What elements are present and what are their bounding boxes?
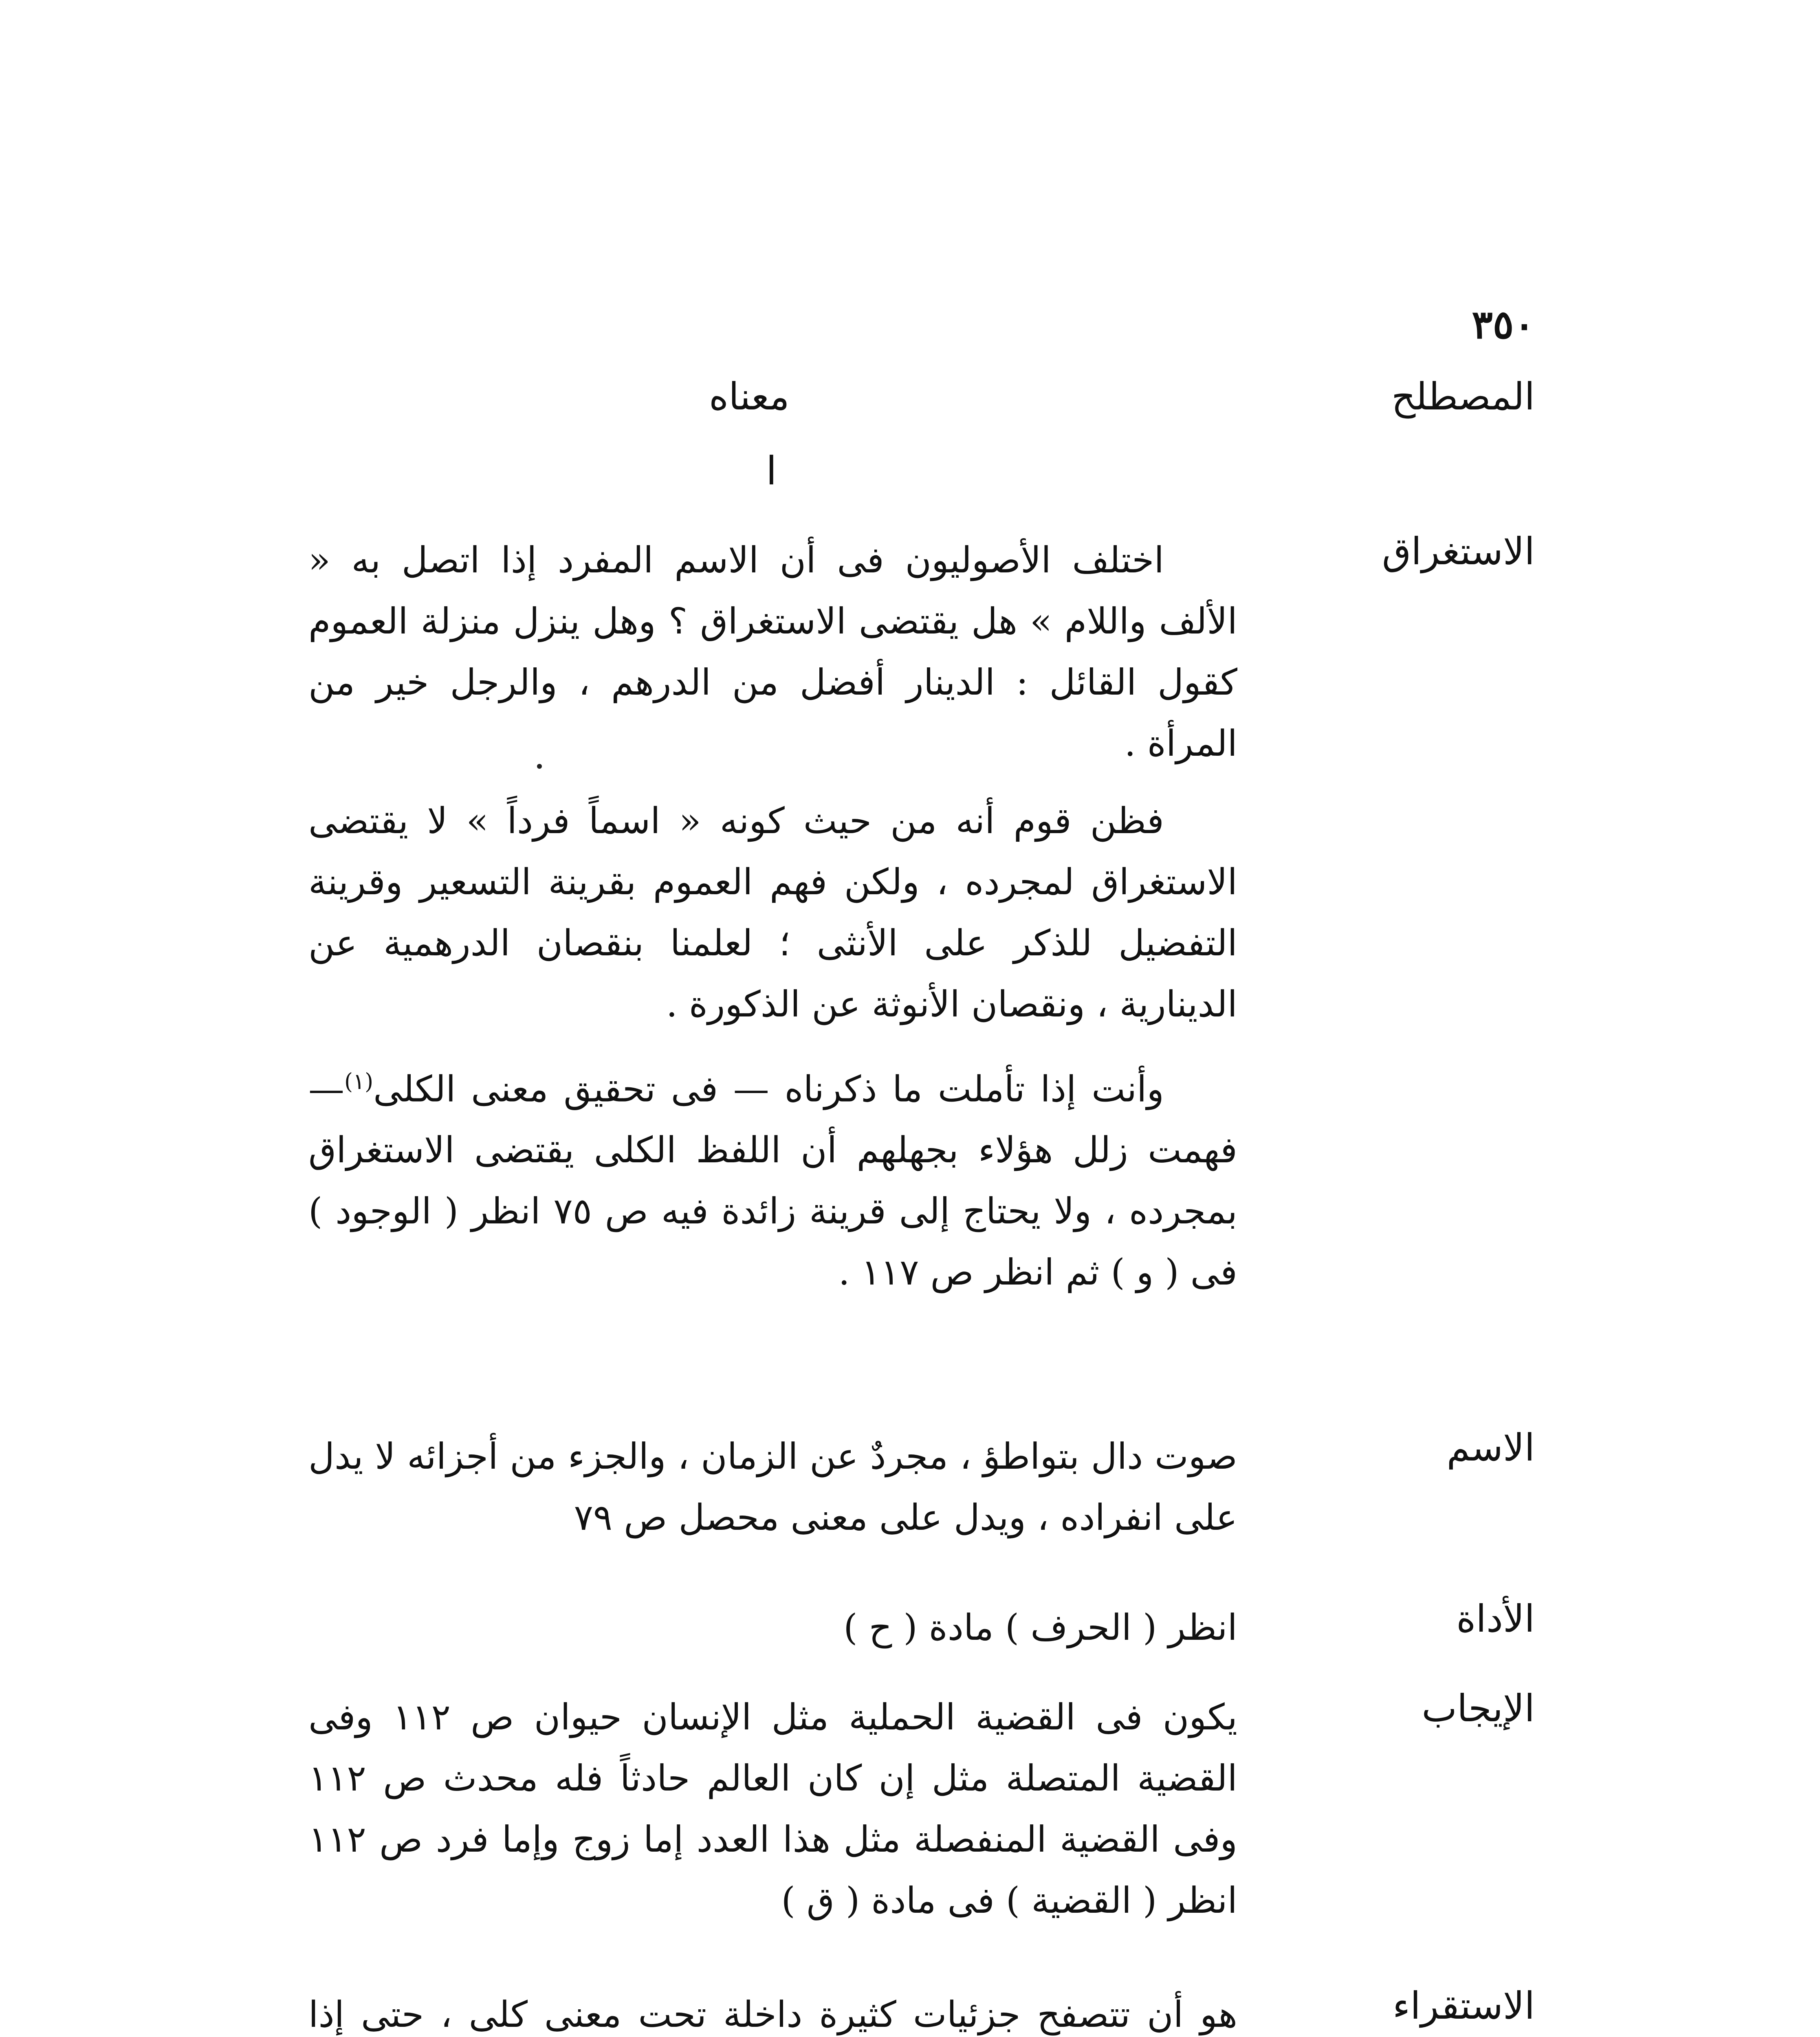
column-header-term: المصطلح (1391, 375, 1535, 418)
entry-definition (308, 530, 1237, 1303)
column-header-meaning: معناه (709, 375, 790, 418)
definition-paragraph: وأنت إذا تأملت ما ذكرناه — فى تحقيق معنى الكلى$^{(١)}$— فهمت زلل هؤلاء بجهلهم أن اللفظ الكلى يقتضى الاستغراق بمجرده ، ولا يحتاج إلى قرينة زائدة فيه ص ٧٥ انظر ( الوجود ) فى ( و ) ثم انظر ص ١١٧ . (308, 1068, 1237, 1293)
definition-paragraph: فظن قوم أنه من حيث كونه « اسماً فرداً » لا يقتضى الاستغراق لمجرده ، ولكن فهم العموم بقرينة التسعير وقرينة التفضيل للذكر على الأنثى ؛ لعلمنا بنقصان الدرهمية عن الدينارية ، ونقصان الأنوثة عن الذكورة . (308, 800, 1237, 1025)
entry-definition (308, 1984, 1237, 2037)
definition-paragraph: انظر ( الحرف ) مادة ( ح ) (843, 1606, 1237, 1648)
paragraph-continuation: فهمت زلل هؤلاء بجهلهم أن اللفظ الكلى يقتضى الاستغراق بمجرده ، ولا يحتاج إلى قرينة زائدة فيه ص ٧٥ انظر ( الوجود ) فى ( و ) ثم انظر ص ١١٧ . (308, 1129, 1237, 1293)
definition-paragraph: يكون فى القضية الحملية مثل الإنسان حيوان ص ١١٢ وفى القضية المتصلة مثل إن كان العالم حادثاً فله محدث ص ١١٢ وفى القضية المنفصلة مثل هذا العدد إما زوج وإما فرد ص ١١٢ انظر ( القضية ) فى مادة ( ق ) (308, 1696, 1237, 1921)
entry-term: الاستغراق (1382, 530, 1535, 573)
entry-term: الأداة (1456, 1597, 1535, 1641)
ink-speck (537, 764, 542, 769)
entry-definition (308, 1597, 1237, 1658)
footnote-reference: (١) (344, 1069, 374, 1094)
paragraph-text: وأنت إذا تأملت ما ذكرناه — فى تحقيق معنى الكلى (373, 1068, 1164, 1110)
entry-definition (308, 1687, 1237, 1931)
entry-definition (308, 1426, 1237, 1548)
entry-term: الاستقراء (1393, 1984, 1535, 2028)
entry-term: الاسم (1446, 1426, 1535, 1469)
entry-term: الإيجاب (1422, 1687, 1535, 1730)
page-number: ٣٥٠ (1472, 301, 1535, 348)
definition-paragraph: هو أن تتصفح جزئيات كثيرة داخلة تحت معنى كلى ، حتى إذا (308, 1993, 1237, 2035)
definition-paragraph: اختلف الأصوليون فى أن الاسم المفرد إذا اتصل به « الألف واللام » هل يقتضى الاستغراق ؟ وهل ينزل منزلة العموم كقول القائل : الدينار أفضل من الدرهم ، والرجل خير من المرأة . (308, 539, 1238, 764)
definition-paragraph: صوت دال بتواطؤ ، مجردٌ عن الزمان ، والجزء من أجزائه لا يدل على انفراده ، ويدل على معنى محصل ص ٧٩ (308, 1435, 1237, 1538)
section-letter: ا (766, 448, 777, 494)
